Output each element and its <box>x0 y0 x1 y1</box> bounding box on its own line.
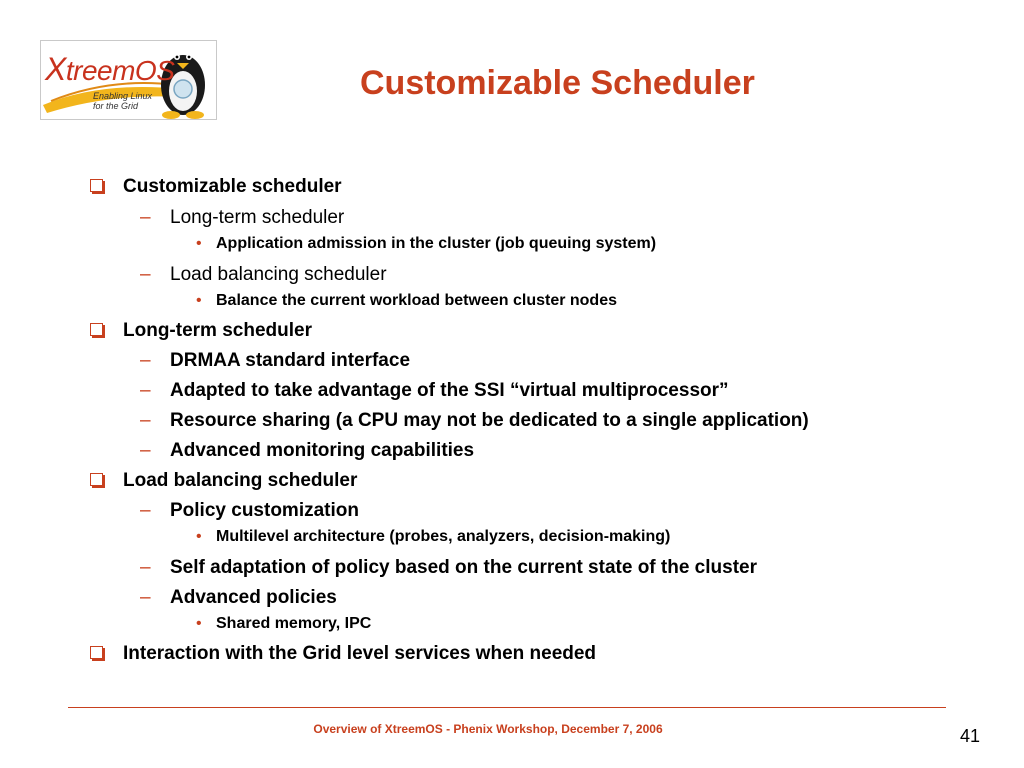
bullet-text: Long-term scheduler <box>123 320 312 341</box>
bullet-text: Policy customization <box>170 500 359 521</box>
dash-bullet-icon: – <box>140 380 151 401</box>
bullet-text: Application admission in the cluster (job queuing system) <box>216 235 657 252</box>
bullet-level2 <box>140 207 344 229</box>
dash-bullet-icon: – <box>140 587 151 608</box>
checkbox-bullet-icon <box>90 179 103 192</box>
bullet-text: Advanced policies <box>170 587 337 608</box>
bullet-level2 <box>140 380 729 402</box>
bullet-level3 <box>196 292 617 310</box>
dash-bullet-icon: – <box>140 350 151 371</box>
logo-tagline: Enabling Linux for the Grid <box>93 91 153 111</box>
dash-bullet-icon: – <box>140 264 151 285</box>
bullet-text: DRMAA standard interface <box>170 350 411 371</box>
bullet-level3 <box>196 615 371 633</box>
bullet-text: Self adaptation of policy based on the current state of the cluster <box>170 557 757 578</box>
dash-bullet-icon: – <box>140 410 151 431</box>
bullet-text: Long-term scheduler <box>170 207 345 228</box>
dash-bullet-icon: – <box>140 207 151 228</box>
bullet-level2 <box>140 500 359 522</box>
bullet-level1 <box>90 320 312 342</box>
bullet-level3 <box>196 235 656 253</box>
bullet-level1 <box>90 643 596 665</box>
slide-title: Customizable Scheduler <box>360 64 755 102</box>
bullet-text: Adapted to take advantage of the SSI “virtual multiprocessor” <box>170 380 729 401</box>
bullet-level2 <box>140 350 410 372</box>
bullet-text: Resource sharing (a CPU may not be dedicated to a single application) <box>170 410 809 431</box>
checkbox-bullet-icon <box>90 646 103 659</box>
dash-bullet-icon: – <box>140 440 151 461</box>
footer-text: Overview of XtreemOS - Phenix Workshop, December 7, 2006 <box>313 722 663 736</box>
bullet-level3 <box>196 528 670 546</box>
checkbox-bullet-icon <box>90 473 103 486</box>
bullet-text: Customizable scheduler <box>123 176 342 197</box>
bullet-text: Advanced monitoring capabilities <box>170 440 475 461</box>
dot-bullet-icon: • <box>196 235 202 252</box>
dot-bullet-icon: • <box>196 615 202 632</box>
bullet-text: Interaction with the Grid level services when needed <box>123 643 597 664</box>
bullet-level2 <box>140 557 757 579</box>
bullet-text: Balance the current workload between cluster nodes <box>216 292 617 309</box>
bullet-text: Load balancing scheduler <box>123 470 358 491</box>
bullet-level1 <box>90 470 357 492</box>
bullet-level1 <box>90 176 342 198</box>
dot-bullet-icon: • <box>196 292 202 309</box>
bullet-text: Load balancing scheduler <box>170 264 387 285</box>
footer-divider <box>68 707 946 708</box>
logo-wordmark: XtreemOS <box>45 51 175 87</box>
bullet-level2 <box>140 410 809 432</box>
bullet-text: Multilevel architecture (probes, analyzers, decision-making) <box>216 528 671 545</box>
bullet-text: Shared memory, IPC <box>216 615 372 632</box>
page-number: 41 <box>960 726 981 746</box>
bullet-level2 <box>140 440 474 462</box>
dash-bullet-icon: – <box>140 557 151 578</box>
dash-bullet-icon: – <box>140 500 151 521</box>
bullet-level2 <box>140 587 337 609</box>
bullet-level2 <box>140 264 387 286</box>
dot-bullet-icon: • <box>196 528 202 545</box>
checkbox-bullet-icon <box>90 323 103 336</box>
